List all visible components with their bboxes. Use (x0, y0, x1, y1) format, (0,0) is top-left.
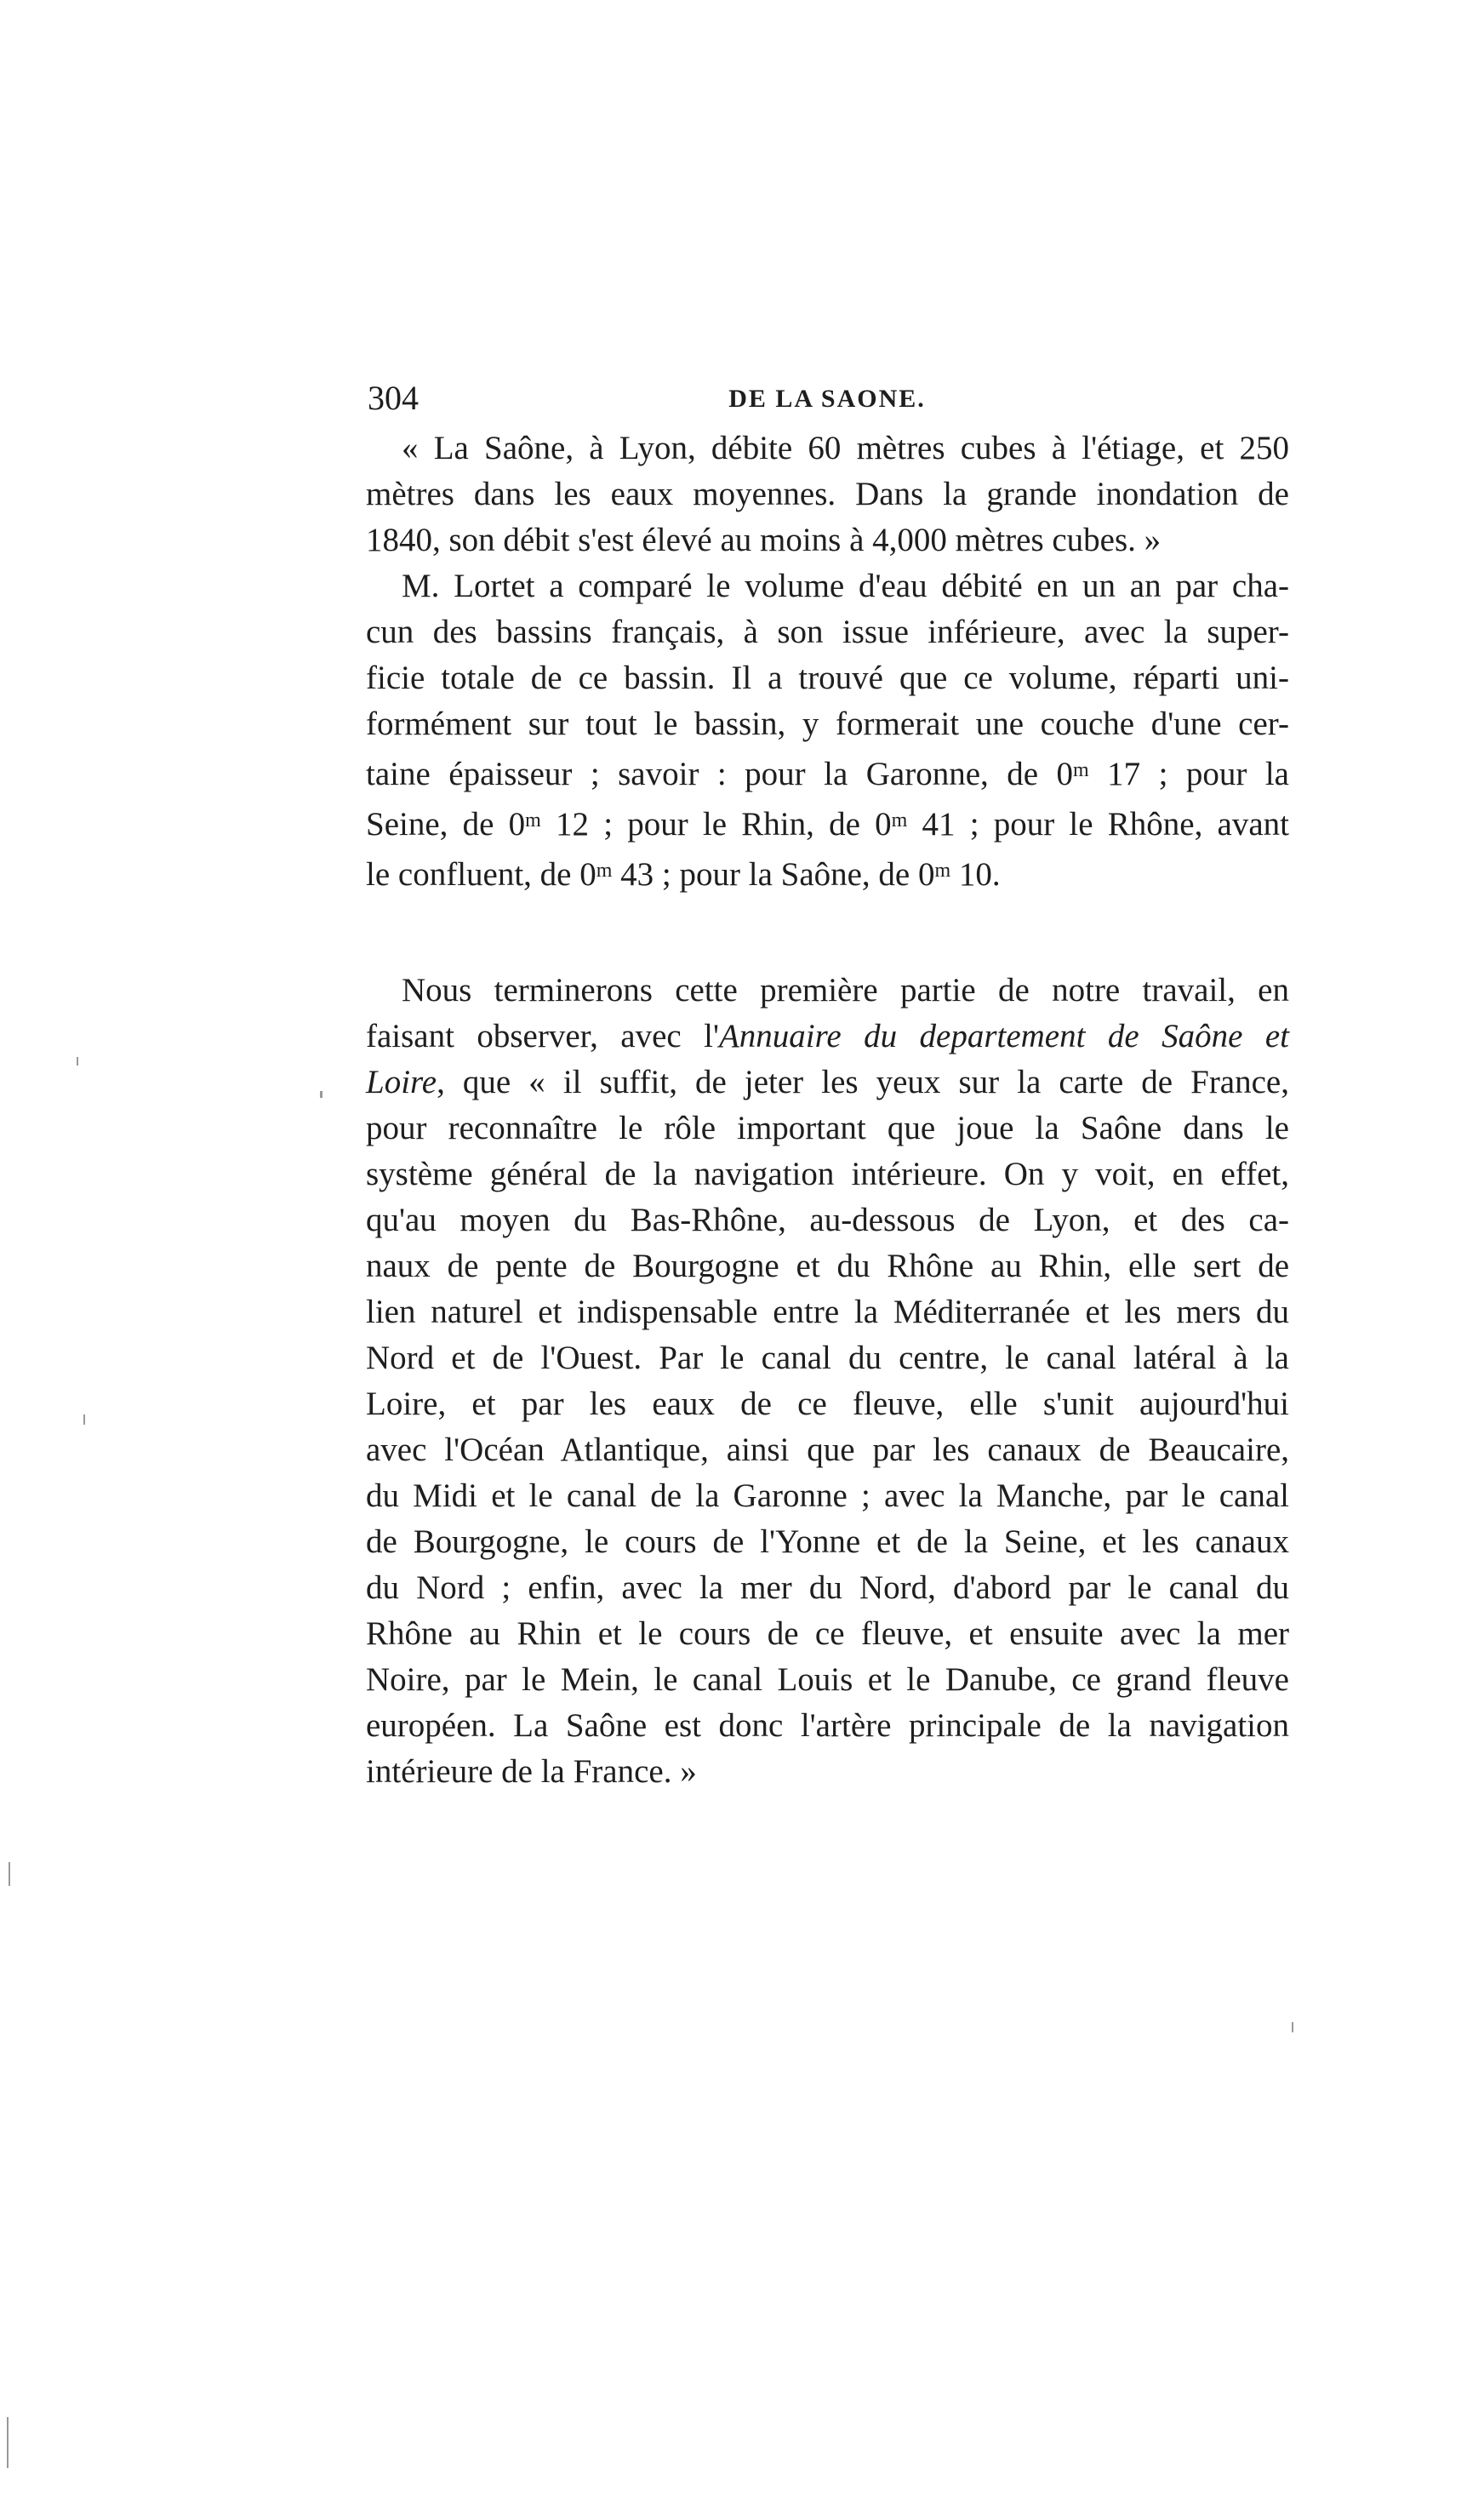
text-line: européen. La Saône est donc l'artère principale de la navigation (366, 1707, 1289, 1744)
text-run: Seine, de 0 (366, 806, 526, 843)
italic-title: Loire (366, 1064, 437, 1100)
unit-superscript: m (1073, 759, 1089, 781)
text-line: système général de la navigation intérieure. On y voit, en effet, (366, 1156, 1289, 1192)
text-run: le confluent, de 0 (366, 856, 596, 893)
text-line (366, 1014, 1289, 1060)
text-line: 1840, son débit s'est élevé au moins à 4,000 mètres cubes. » (366, 522, 1162, 558)
paragraph-conclusion (366, 968, 1289, 1795)
text-line (366, 797, 1289, 848)
paragraph-lortet (366, 563, 1289, 898)
unit-superscript: m (934, 860, 951, 882)
text-line: mètres dans les eaux moyennes. Dans la grande inondation de (366, 476, 1289, 512)
body-text (366, 426, 1289, 1795)
text-line: pour reconnaître le rôle important que joue la Saône dans le (366, 1110, 1289, 1146)
page-number: 304 (368, 379, 419, 417)
text-run: taine épaisseur ; savoir : pour la Garonne, de 0 (366, 756, 1073, 792)
scan-speck (83, 1414, 85, 1425)
text-line: qu'au moyen du Bas-Rhône, au-dessous de Lyon, et des ca- (366, 1202, 1289, 1238)
text-line: Nord et de l'Ouest. Par le canal du centre, le canal latéral à la (366, 1340, 1289, 1376)
text-line: du Midi et le canal de la Garonne ; avec la Manche, par le canal (366, 1477, 1289, 1514)
text-run: 10. (950, 856, 1001, 893)
running-title: DE LA SAONE. (728, 385, 926, 413)
scan-speck (9, 1862, 10, 1886)
text-line: Rhône au Rhin et le cours de ce fleuve, et ensuite avec la mer (366, 1615, 1289, 1652)
text-line (366, 1060, 1289, 1106)
text-line: du Nord ; enfin, avec la mer du Nord, d'abord par le canal du (366, 1569, 1289, 1606)
text-run: 17 ; pour la (1088, 756, 1289, 792)
text-run: 43 ; pour la Saône, de 0 (612, 856, 935, 893)
text-line: lien naturel et indispensable entre la Méditerranée et les mers du (366, 1294, 1289, 1330)
paragraph-gap (366, 898, 1289, 968)
text-line: cun des bassins français, à son issue inférieure, avec la super- (366, 614, 1289, 650)
scan-speck (77, 1057, 78, 1066)
text-line: M. Lortet a comparé le volume d'eau débité en un an par cha- (402, 568, 1289, 604)
italic-title: Annuaire du departement de Saône et (718, 1018, 1289, 1054)
text-run: , que « il suffit, de jeter les yeux sur la carte de France, (437, 1064, 1289, 1100)
text-line: naux de pente de Bourgogne et du Rhône au Rhin, elle sert de (366, 1248, 1289, 1284)
text-run: 12 ; pour le Rhin, de 0 (540, 806, 892, 843)
text-line: Noire, par le Mein, le canal Louis et le Danube, ce grand fleuve (366, 1661, 1289, 1698)
text-line: Loire, et par les eaux de ce fleuve, elle s'unit aujourd'hui (366, 1386, 1289, 1422)
text-line: ficie totale de ce bassin. Il a trouvé que ce volume, réparti uni- (366, 660, 1289, 696)
text-run: 41 ; pour le Rhône, avant (907, 806, 1289, 843)
unit-superscript: m (596, 860, 613, 882)
page-header (368, 374, 1287, 426)
text-line: formément sur tout le bassin, y formerait une couche d'une cer- (366, 706, 1289, 742)
scan-speck (1292, 2022, 1293, 2032)
scan-speck (7, 2417, 9, 2468)
text-line (366, 848, 1289, 898)
scan-speck (320, 1091, 322, 1098)
text-line: avec l'Océan Atlantique, ainsi que par les canaux de Beaucaire, (366, 1431, 1289, 1468)
text-line: « La Saône, à Lyon, débite 60 mètres cubes à l'étiage, et 250 (402, 430, 1289, 466)
text-run: faisant observer, avec l' (366, 1018, 719, 1054)
paragraph-flow-figures (366, 426, 1289, 563)
text-line: intérieure de la France. » (366, 1753, 697, 1790)
unit-superscript: m (891, 809, 908, 831)
text-line: Nous terminerons cette première partie de notre travail, en (402, 972, 1289, 1009)
text-line (366, 747, 1289, 797)
unit-superscript: m (525, 809, 541, 831)
text-line: de Bourgogne, le cours de l'Yonne et de la Seine, et les canaux (366, 1523, 1289, 1560)
